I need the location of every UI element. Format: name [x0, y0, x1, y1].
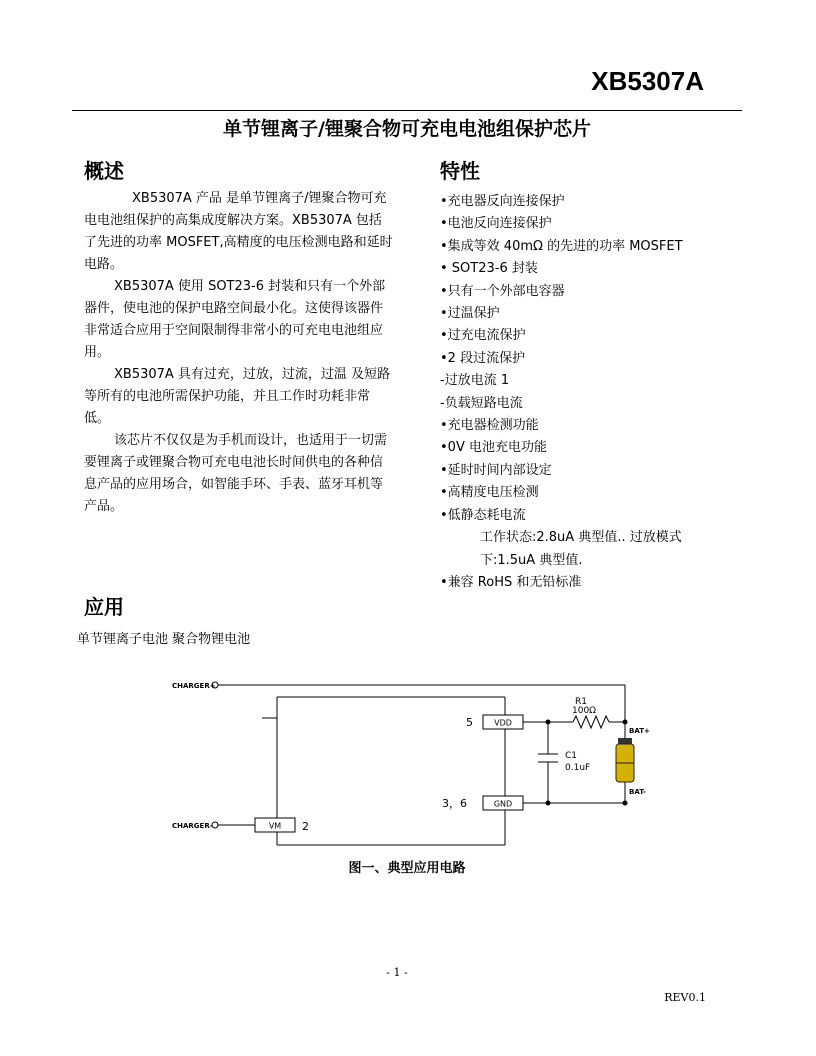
junction-dot [623, 801, 628, 806]
junction-dot [546, 720, 551, 725]
overview-paragraph-2: XB5307A 使用 SOT23-6 封装和只有一个外部器件，使电池的保护电路空间最小化。这使得该器件非常适合应用于空间限制得非常小的可充电电池组应用。 [84, 279, 386, 360]
feature-item: • SOT23-6 封装 [440, 261, 538, 277]
feature-item: 工作状态:2.8uA 典型值.. 过放模式 [480, 530, 682, 546]
figure-caption: 图一、典型应用电路 [348, 861, 466, 876]
c1-name: C1 [565, 751, 578, 761]
feature-item: •电池反向连接保护 [440, 216, 552, 232]
revision-label: REV0.1 [664, 991, 706, 1004]
feature-item: •高精度电压检测 [440, 485, 539, 501]
junction-dot [623, 720, 628, 725]
charger-negative-label: CHARGER- [172, 822, 213, 830]
junction-dot [546, 801, 551, 806]
feature-item: -负载短路电流 [440, 395, 523, 411]
pin-vm-number: 2 [302, 820, 309, 833]
application-circuit-diagram [160, 670, 660, 855]
overview-paragraph-1: XB5307A 产品 是单节锂离子/锂聚合物可充电电池组保护的高集成度解决方案。XB5307A 包括了先进的功率 MOSFET,高精度的电压检测电路和延时电路。 [84, 191, 393, 272]
wire-inner-left [262, 697, 277, 718]
charger-negative-terminal [212, 822, 218, 828]
applications-heading: 应用 [84, 595, 124, 619]
feature-item: •充电器反向连接保护 [440, 194, 565, 209]
feature-item: •过充电流保护 [440, 328, 526, 344]
c1-value: 0.1uF [565, 763, 591, 773]
feature-item: •2 段过流保护 [440, 350, 526, 366]
feature-item: •0V 电池充电功能 [440, 440, 547, 456]
feature-item: •延时时间内部设定 [440, 462, 552, 478]
feature-item: •低静态耗电流 [440, 507, 526, 523]
page-number: - 1 - [386, 966, 408, 979]
features-list [440, 191, 750, 594]
resistor-r1 [573, 716, 609, 728]
part-number: XB5307A [591, 66, 704, 96]
r1-value: 100Ω [572, 706, 597, 716]
overview-heading: 概述 [84, 159, 124, 183]
overview-section [84, 188, 394, 518]
feature-item: •兼容 RoHS 和无铅标准 [440, 574, 582, 590]
features-heading: 特性 [440, 159, 480, 183]
header-rule [72, 110, 742, 111]
charger-positive-label: CHARGER+ [172, 682, 216, 690]
feature-item: •集成等效 40mΩ 的先进的功率 MOSFET [440, 238, 683, 254]
document-title: 单节锂离子/锂聚合物可充电电池组保护芯片 [223, 118, 591, 140]
feature-item: •过温保护 [440, 306, 500, 322]
overview-paragraph-4: 该芯片不仅仅是为手机而设计，也适用于一切需要锂离子或锂聚合物可充电电池长时间供电的各种信息产品的应用场合，如智能手环、手表、蓝牙耳机等产品。 [84, 433, 388, 514]
gnd-label: GND [493, 799, 513, 809]
overview-paragraph-3: XB5307A 具有过充，过放，过流，过温 及短路等所有的电池所需保护功能，并且工作时功耗非常低。 [84, 367, 391, 426]
applications-text: 单节锂离子电池 聚合物锂电池 [77, 632, 251, 647]
feature-item: •充电器检测功能 [440, 418, 539, 434]
vdd-label: VDD [494, 718, 512, 728]
feature-item: 下:1.5uA 典型值. [480, 552, 583, 568]
pin-vdd-number: 5 [466, 716, 473, 729]
bat-negative-label: BAT- [629, 788, 646, 796]
r1-name: R1 [575, 697, 587, 707]
feature-item: •只有一个外部电容器 [440, 283, 565, 299]
vm-label: VM [268, 821, 282, 831]
battery-cap-icon [618, 738, 632, 744]
pin-gnd-number: 3，6 [442, 797, 467, 810]
feature-item: -过放电流 1 [440, 373, 510, 389]
bat-positive-label: BAT+ [629, 727, 650, 735]
